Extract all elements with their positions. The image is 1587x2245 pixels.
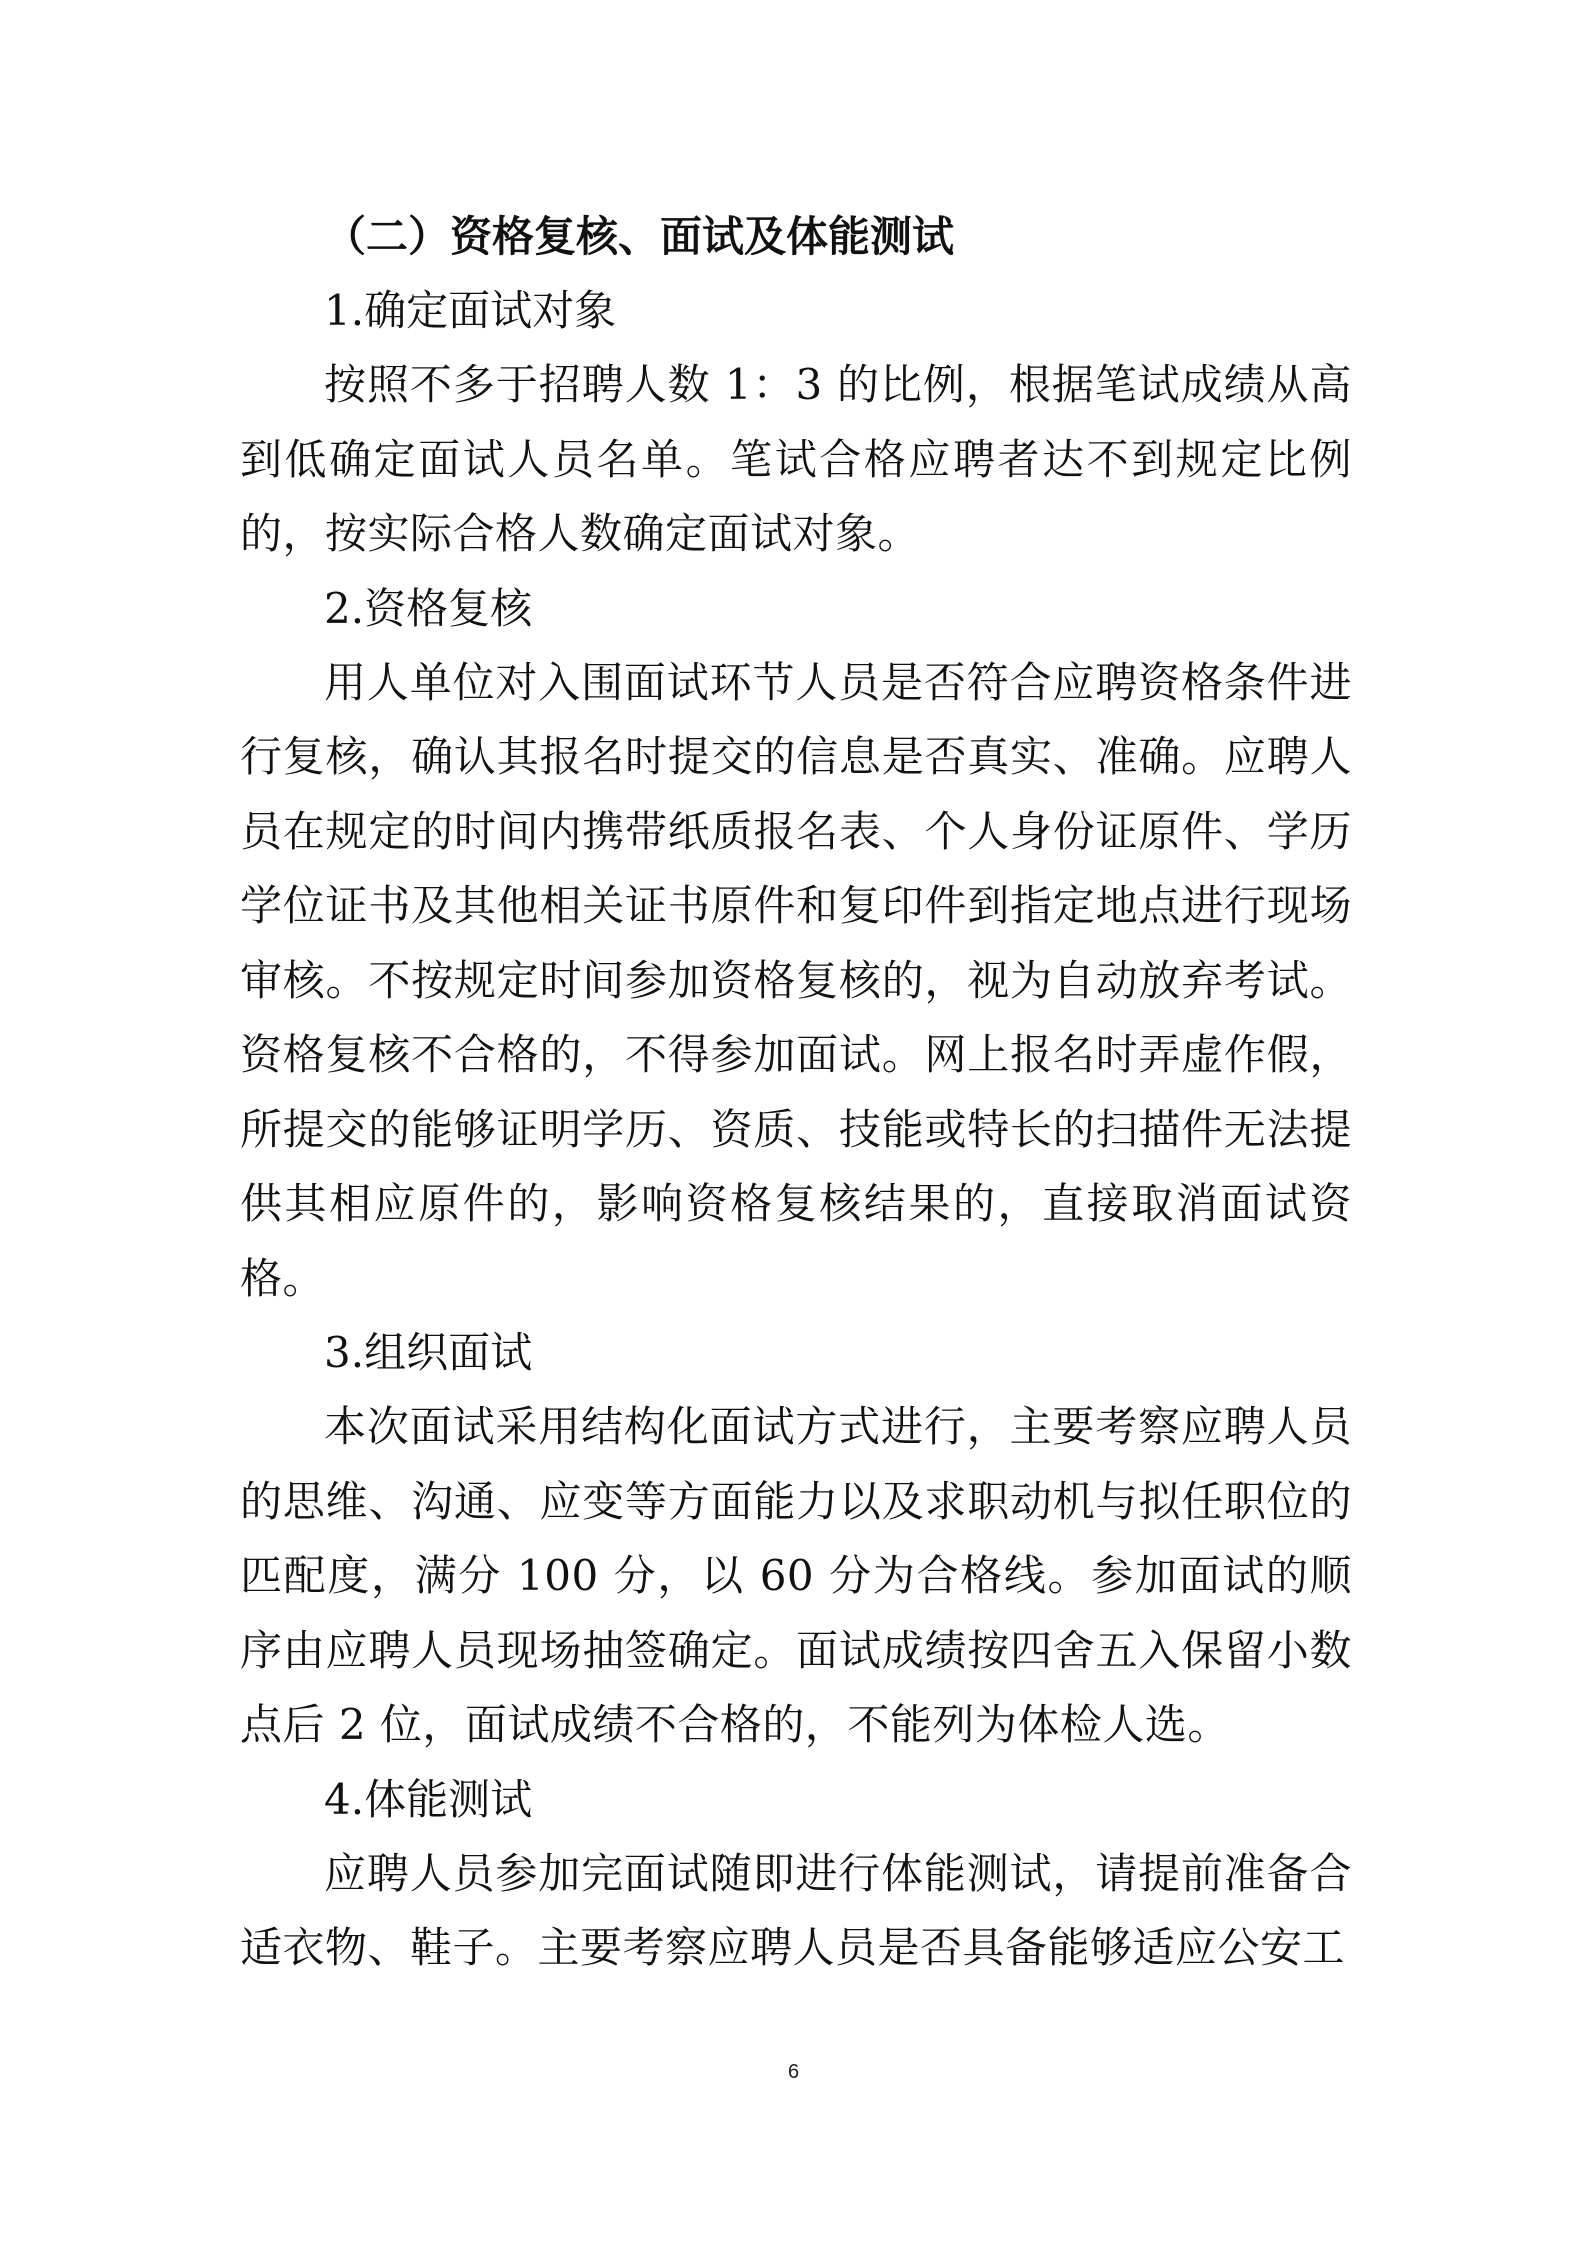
section-heading: （二）资格复核、面试及体能测试 xyxy=(324,212,955,261)
item-paragraph-1: 按照不多于招聘人数 1：3 的比例，根据笔试成绩从高到低确定面试人员名单。笔试合格应聘者达不到规定比例的，按实际合格人数确定面试对象。 xyxy=(240,360,1352,558)
item-paragraph-4: 应聘人员参加完面试随即进行体能测试，请提前准备合适衣物、鞋子。主要考察应聘人员是否具备能够适应公安工 xyxy=(240,1848,1352,1972)
item-title-1: 1.确定面试对象 xyxy=(324,286,617,335)
document-body xyxy=(240,200,1352,1986)
page-number: 6 xyxy=(787,2061,800,2083)
item-title-3: 3.组织面试 xyxy=(324,1328,533,1377)
item-paragraph-2: 用人单位对入围面试环节人员是否符合应聘资格条件进行复核，确认其报名时提交的信息是否真实、准确。应聘人员在规定的时间内携带纸质报名表、个人身份证原件、学历学位证书及其他相关证书原件和复印件到指定地点进行现场审核。不按规定时间参加资格复核的，视为自动放弃考试。资格复核不合格的，不得参加面试。网上报名时弄虚作假，所提交的能够证明学历、资质、技能或特长的扫描件无法提供其相应原件的，影响资格复核结果的，直接取消面试资格。 xyxy=(240,657,1352,1303)
item-title-2: 2.资格复核 xyxy=(324,583,533,633)
item-paragraph-3: 本次面试采用结构化面试方式进行，主要考察应聘人员的思维、沟通、应变等方面能力以及求职动机与拟任职位的匹配度，满分 100 分，以 60 分为合格线。参加面试的顺序由应聘人员现场抽签确定。面试成绩按四舍五入保留小数点后 2 位，面试成绩不合格的，不能列为体检人选。 xyxy=(240,1402,1352,1749)
item-title-4: 4.体能测试 xyxy=(324,1774,533,1824)
